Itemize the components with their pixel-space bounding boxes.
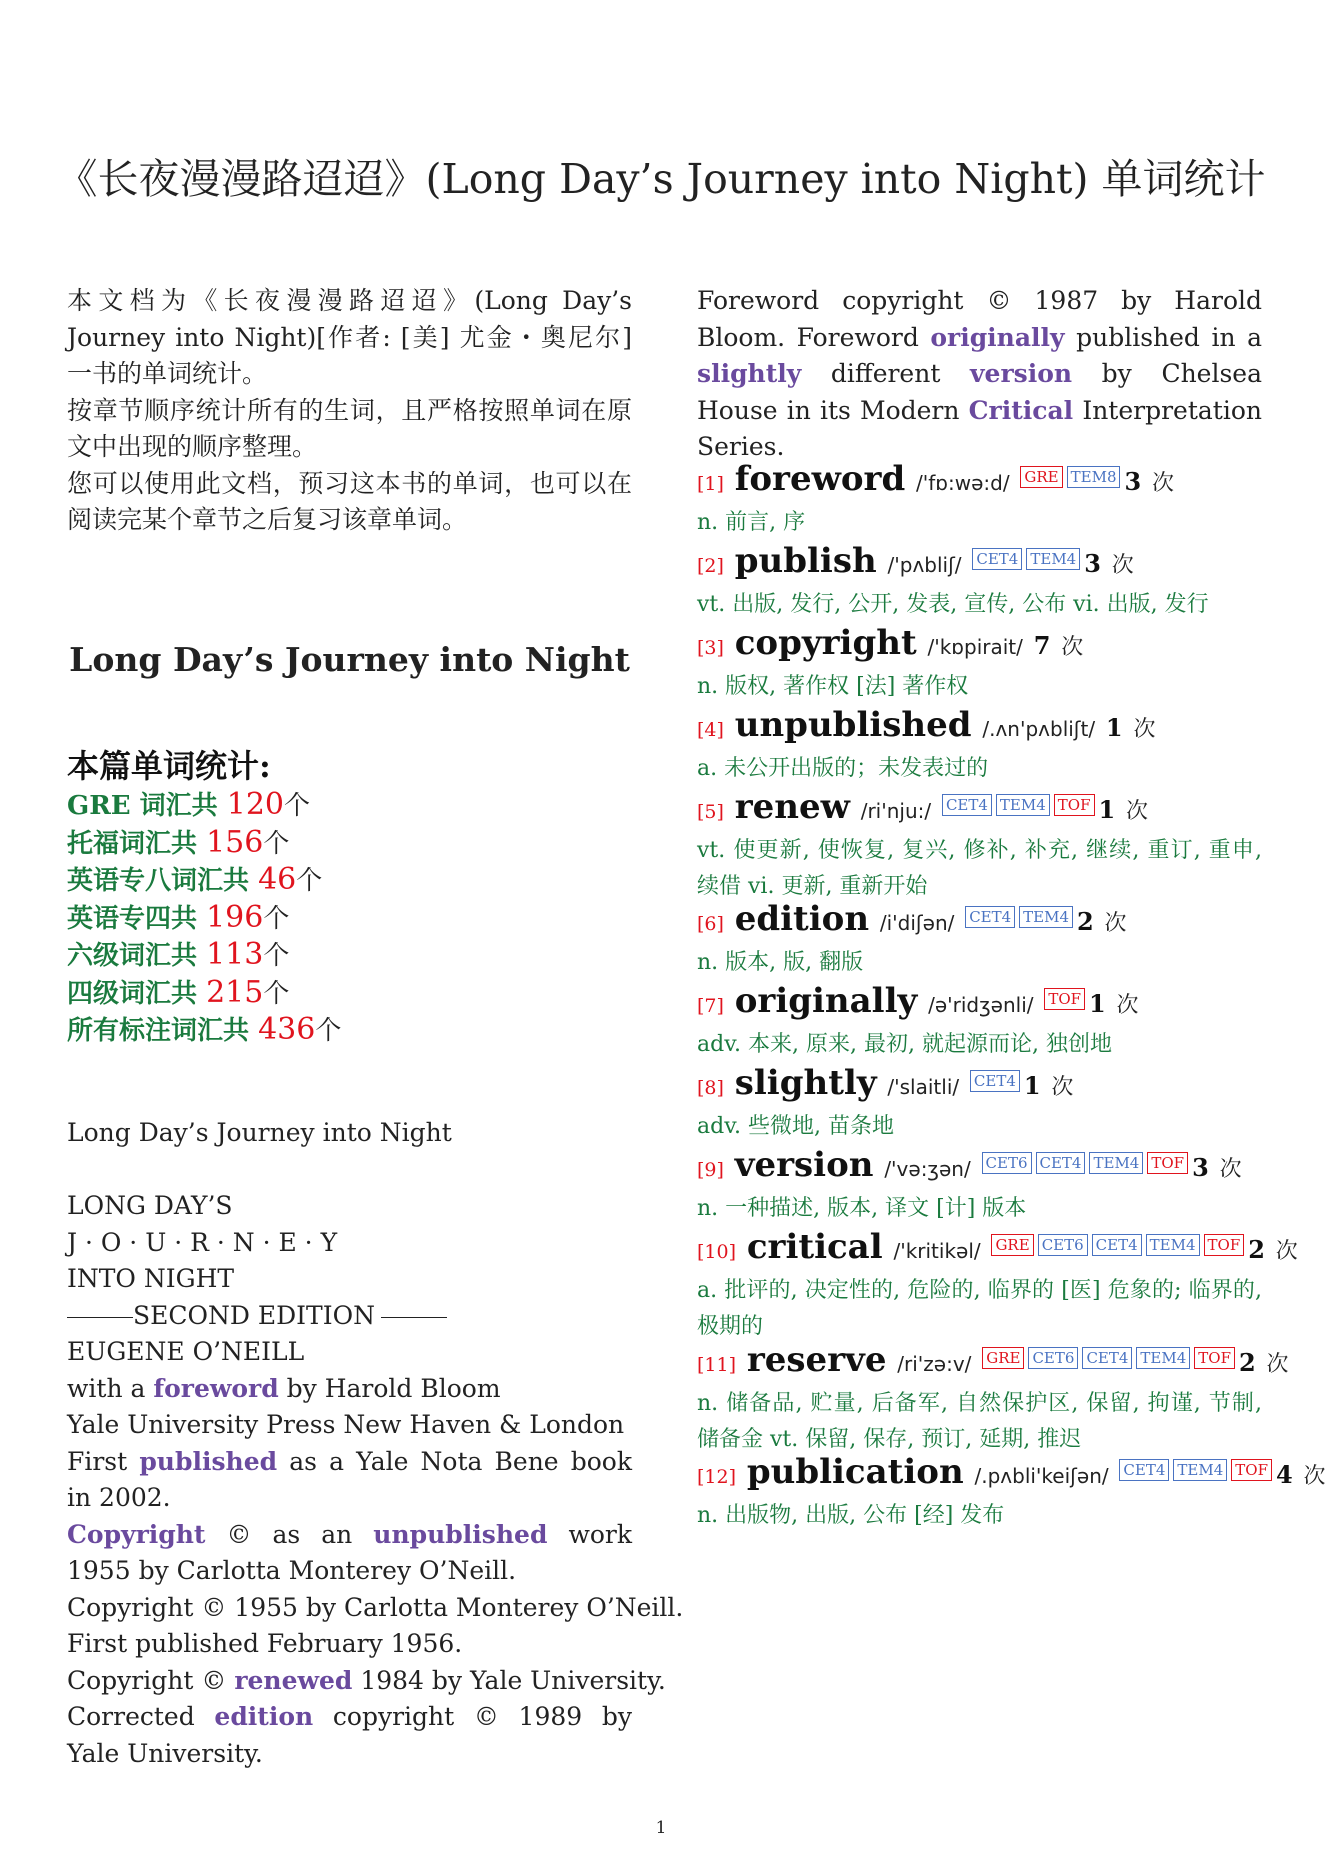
vocab-entry [697, 1451, 1326, 1534]
edition-label: SECOND EDITION [133, 1300, 375, 1330]
entry-count-unit: 次 [1303, 1464, 1326, 1489]
entry-index: [2] [697, 555, 724, 577]
highlighted-word[interactable]: slightly [697, 359, 802, 388]
entry-phonetic: /'kritikəl/ [893, 1239, 981, 1263]
vocab-entry [697, 786, 1262, 905]
entry-count-unit: 次 [1266, 1352, 1289, 1377]
stat-row [67, 1012, 632, 1050]
text-line: EUGENE O’NEILL [67, 1337, 305, 1366]
entry-index: [7] [697, 995, 724, 1017]
vocab-entry [697, 458, 1262, 541]
level-tag: TEM4 [1026, 548, 1080, 570]
entry-count-unit: 次 [1116, 993, 1139, 1018]
text-line: Copyright © as an unpublished work 1955 by Carlotta Monterey O’Neill. [67, 1519, 632, 1585]
entry-index: [4] [697, 719, 724, 741]
entry-count-unit: 次 [1133, 717, 1156, 742]
text-line: J · O · U · R · N · E · Y [67, 1227, 338, 1257]
text-line [67, 1298, 632, 1335]
entry-count-unit: 次 [1275, 1239, 1298, 1264]
intro-paragraph-1: 本文档为《长夜漫漫路迢迢》(Long Day’s Journey into Night)[作者: [美] 尤金・奥尼尔] 一书的单词统计。 [67, 286, 632, 388]
stat-label: 托福词汇共 [67, 828, 207, 859]
stats-heading: 本篇单词统计: [67, 747, 271, 785]
stat-row [67, 937, 632, 975]
entry-definition: a. 未公开出版的；未发表过的 [697, 756, 989, 781]
entry-count: 7 [1033, 631, 1051, 660]
stat-unit: 个 [263, 903, 290, 934]
text-line: Copyright © renewed 1984 by Yale University. [67, 1665, 666, 1695]
highlighted-word[interactable]: published [139, 1446, 278, 1476]
entry-count: 2 [1077, 907, 1094, 936]
page-title: 《长夜漫漫路迢迢》(Long Day’s Journey into Night) 单词统计 [56, 155, 1266, 203]
level-tag: TOF [1204, 1234, 1245, 1256]
vocab-entry [697, 898, 1262, 981]
stat-count: 46 [258, 862, 297, 897]
stat-unit: 个 [263, 941, 290, 971]
source-text [67, 1115, 684, 1772]
level-tag: TEM8 [1067, 466, 1121, 488]
entry-word[interactable]: critical [746, 1227, 883, 1267]
stat-count: 113 [206, 937, 264, 972]
entry-count-unit: 次 [1061, 635, 1084, 660]
level-tag: TEM4 [1173, 1459, 1227, 1481]
stat-label: GRE 词汇共 [67, 791, 227, 821]
entry-head [697, 622, 1262, 669]
vocab-entry [697, 1339, 1289, 1458]
entry-word[interactable]: unpublished [734, 705, 972, 745]
level-tag: TEM4 [1089, 1152, 1143, 1174]
entry-head [697, 540, 1262, 587]
entry-head [697, 898, 1262, 945]
level-tag: GRE [982, 1347, 1024, 1369]
highlighted-word[interactable]: originally [930, 322, 1065, 352]
intro-section [67, 283, 632, 539]
vocab-entry [697, 1062, 1262, 1145]
stat-label: 英语专四共 [67, 903, 207, 934]
stat-count: 436 [258, 1012, 316, 1047]
stat-count: 215 [206, 974, 264, 1010]
text-line: Yale University Press New Haven & London [67, 1410, 625, 1439]
level-tag: CET4 [1092, 1234, 1142, 1256]
vocab-entry [697, 980, 1262, 1063]
entry-head [697, 458, 1262, 505]
stat-row [67, 862, 632, 900]
stat-label: 英语专八词汇共 [67, 866, 259, 896]
entry-word[interactable]: reserve [746, 1340, 887, 1380]
highlighted-word[interactable]: foreword [153, 1373, 279, 1403]
level-tag: TOF [1147, 1152, 1188, 1174]
entry-phonetic: /.pʌbli'keiʃən/ [974, 1464, 1109, 1488]
stat-label: 六级词汇共 [67, 941, 207, 971]
level-tag: TEM4 [996, 794, 1050, 816]
entry-head [697, 980, 1262, 1027]
entry-index: [9] [697, 1159, 724, 1181]
stat-unit: 个 [296, 866, 323, 896]
entry-head [697, 1062, 1262, 1109]
entry-index: [11] [697, 1354, 737, 1376]
entry-index: [3] [697, 637, 724, 659]
text-line: INTO NIGHT [67, 1264, 235, 1293]
entry-count: 1 [1089, 989, 1106, 1018]
text-line: First published as a Yale Nota Bene book in 2002. [67, 1446, 632, 1512]
entry-phonetic: /ə'ridʒənli/ [928, 993, 1034, 1017]
level-tag: GRE [1020, 466, 1062, 488]
stat-label: 四级词汇共 [67, 978, 207, 1009]
level-tag: CET4 [972, 548, 1022, 570]
intro-paragraph-3: 您可以使用此文档，预习这本书的单词，也可以在阅读完某个章节之后复习该章单词。 [67, 468, 632, 534]
entry-index: [6] [697, 913, 724, 935]
entry-count: 3 [1124, 467, 1142, 496]
entry-word[interactable]: edition [734, 899, 870, 939]
level-tag: TEM4 [1019, 906, 1073, 928]
stat-count: 156 [206, 824, 264, 860]
text-line: Long Day’s Journey into Night [67, 1118, 452, 1147]
entry-index: [5] [697, 801, 724, 823]
entry-definition: n. 出版物, 出版, 公布 [经] 发布 [697, 1503, 1005, 1528]
entry-word[interactable]: publication [746, 1452, 964, 1492]
highlighted-word[interactable]: version [970, 359, 1073, 388]
level-tag: CET4 [942, 794, 992, 816]
stat-unit: 个 [263, 828, 290, 859]
stat-row [67, 825, 632, 863]
highlighted-word[interactable]: unpublished [373, 1519, 548, 1549]
page-number: 1 [655, 1818, 667, 1838]
stat-row [67, 975, 632, 1013]
entry-count-unit: 次 [1111, 553, 1134, 578]
entry-word[interactable]: renew [734, 787, 850, 827]
entry-phonetic: /'fɒ:wə:d/ [916, 471, 1010, 495]
entry-phonetic: /ri'nju:/ [860, 799, 932, 823]
entry-word[interactable]: slightly [734, 1063, 877, 1103]
entry-definition: vt. 出版, 发行, 公开, 发表, 宣传, 公布 vi. 出版, 发行 [697, 592, 1209, 617]
entry-phonetic: /'slaitli/ [887, 1075, 960, 1099]
text-line: First published February 1956. [67, 1629, 463, 1658]
entry-count: 3 [1084, 549, 1101, 578]
stat-unit: 个 [263, 978, 290, 1009]
entry-count-unit: 次 [1104, 911, 1127, 936]
dash-rule [381, 1317, 447, 1318]
text-line: Copyright © 1955 by Carlotta Monterey O’Neill. [67, 1592, 684, 1622]
entry-definition: n. 版本, 版, 翻版 [697, 950, 864, 975]
vocab-entry [697, 1226, 1298, 1345]
level-tag: CET4 [1082, 1347, 1132, 1369]
entry-phonetic: /ri'zə:v/ [897, 1352, 972, 1376]
entry-head [697, 1144, 1262, 1191]
entry-word[interactable]: foreword [734, 459, 906, 499]
level-tag: TOF [1054, 794, 1095, 816]
entry-definition: n. 一种描述, 版本, 译文 [计] 版本 [697, 1196, 1027, 1221]
vocab-entry [697, 540, 1262, 623]
level-tag: CET6 [1038, 1234, 1088, 1256]
entry-definition: a. 批评的, 决定性的, 危险的, 临界的 [医] 危象的; 临界的, 极期的 [697, 1278, 1262, 1339]
entry-count: 1 [1098, 795, 1116, 824]
highlighted-word[interactable]: Critical [968, 395, 1074, 425]
level-tag: TOF [1044, 988, 1085, 1010]
entry-phonetic: /.ʌn'pʌbliʃt/ [982, 717, 1096, 741]
highlighted-word[interactable]: Copyright [67, 1519, 206, 1549]
level-tag: CET6 [1028, 1347, 1078, 1369]
highlighted-word[interactable]: edition [214, 1702, 314, 1731]
entry-phonetic: /i'diʃən/ [879, 911, 955, 935]
level-tag: TEM4 [1136, 1347, 1190, 1369]
entry-count: 4 [1275, 1460, 1293, 1489]
entry-word[interactable]: originally [734, 981, 918, 1021]
text-line: with a foreword by Harold Bloom [67, 1373, 501, 1403]
entry-index: [1] [697, 473, 724, 495]
highlighted-word[interactable]: renewed [234, 1665, 353, 1695]
dash-rule [67, 1317, 133, 1318]
vocab-entry [697, 704, 1262, 787]
entry-word[interactable]: publish [734, 541, 877, 581]
entry-count: 2 [1239, 1348, 1256, 1377]
entry-count: 1 [1105, 713, 1123, 742]
entry-head [697, 786, 1262, 833]
entry-index: [12] [697, 1466, 737, 1488]
text-line: Corrected edition copyright © 1989 by Yale University. [67, 1702, 632, 1768]
stat-count: 196 [206, 899, 264, 935]
entry-word[interactable]: version [734, 1145, 874, 1185]
stat-count: 120 [226, 787, 284, 822]
level-tag: TOF [1194, 1347, 1235, 1369]
entry-definition: n. 前言, 序 [697, 510, 806, 535]
level-tag: GRE [991, 1234, 1033, 1256]
entry-head [697, 1226, 1298, 1273]
entry-count: 2 [1248, 1235, 1265, 1264]
entry-head [697, 1339, 1289, 1386]
entry-head [697, 1451, 1326, 1498]
word-stats [67, 745, 632, 1050]
stat-row [67, 787, 632, 825]
entry-count-unit: 次 [1126, 799, 1149, 824]
entry-definition: adv. 些微地, 苗条地 [697, 1114, 894, 1139]
entry-phonetic: /'pʌbliʃ/ [887, 553, 962, 577]
story-title: Long Day’s Journey into Night [69, 640, 630, 679]
entry-head [697, 704, 1262, 751]
level-tag: TOF [1231, 1459, 1272, 1481]
stat-unit: 个 [284, 791, 311, 821]
entry-definition: vt. 使更新, 使恢复, 复兴, 修补, 补充, 继续, 重订, 重申, 续借 vi. 更新, 重新开始 [697, 838, 1262, 899]
entry-count-unit: 次 [1219, 1157, 1242, 1182]
entry-definition: n. 版权, 著作权 [法] 著作权 [697, 674, 969, 699]
foreword-paragraph: Foreword copyright © 1987 by Harold Bloom. Foreword originally published in a slightly different version by Chelsea House in its Modern Critical Interpretation Series. [697, 286, 1262, 461]
vocab-entry [697, 1144, 1262, 1227]
level-tag: CET4 [970, 1070, 1020, 1092]
entry-index: [8] [697, 1077, 724, 1099]
stat-unit: 个 [315, 1016, 342, 1046]
level-tag: CET4 [965, 906, 1015, 928]
level-tag: CET4 [1036, 1152, 1086, 1174]
entry-definition: adv. 本来, 原来, 最初, 就起源而论, 独创地 [697, 1032, 1112, 1057]
level-tag: CET4 [1119, 1459, 1169, 1481]
entry-definition: n. 储备品, 贮量, 后备军, 自然保护区, 保留, 拘谨, 节制, 储备金 vt. 保留, 保存, 预订, 延期, 推迟 [697, 1391, 1262, 1452]
entry-count-unit: 次 [1051, 1075, 1074, 1100]
entry-index: [10] [697, 1241, 737, 1263]
entry-word[interactable]: copyright [734, 623, 917, 663]
vocab-entry [697, 622, 1262, 705]
entry-phonetic: /'və:ʒən/ [884, 1157, 971, 1181]
level-tag: TEM4 [1146, 1234, 1200, 1256]
entry-count: 3 [1192, 1153, 1209, 1182]
text-line: LONG DAY’S [67, 1191, 233, 1220]
stat-row [67, 900, 632, 938]
entry-count: 1 [1023, 1071, 1041, 1100]
entry-phonetic: /'kɒpirait/ [927, 635, 1023, 659]
entry-count-unit: 次 [1152, 471, 1175, 496]
intro-paragraph-2: 按章节顺序统计所有的生词，且严格按照单词在原文中出现的顺序整理。 [67, 395, 632, 461]
stat-label: 所有标注词汇共 [67, 1016, 259, 1046]
level-tag: CET6 [982, 1152, 1032, 1174]
